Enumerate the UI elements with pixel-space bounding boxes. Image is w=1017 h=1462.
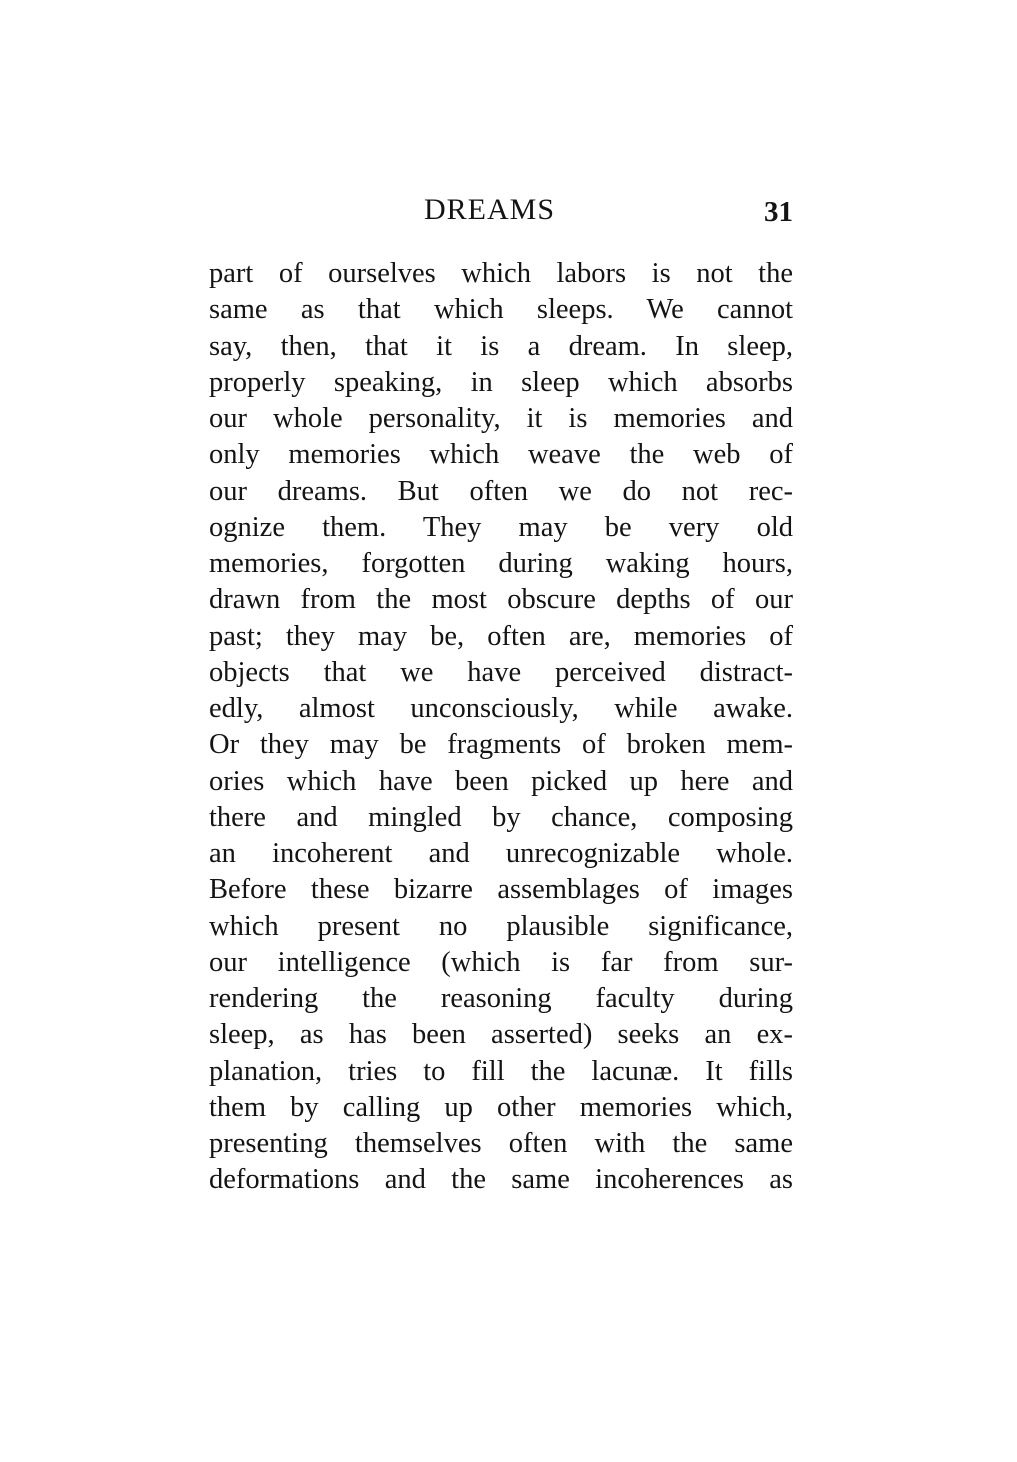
text-line: Or they may be fragments of broken mem-	[209, 729, 793, 761]
text-line: past; they may be, often are, memories of	[209, 620, 793, 652]
text-line: sleep, as has been asserted) seeks an ex-	[209, 1019, 793, 1051]
text-line: planation, tries to fill the lacunæ. It fills	[209, 1055, 793, 1087]
text-line: deformations and the same incoherences as	[209, 1164, 793, 1196]
running-head	[209, 190, 793, 230]
page-number: 31	[764, 196, 793, 228]
text-line: there and mingled by chance, composing	[209, 801, 793, 833]
text-line: our dreams. But often we do not rec-	[209, 475, 793, 507]
text-line: presenting themselves often with the same	[209, 1128, 793, 1159]
text-line: an incoherent and unrecognizable whole.	[209, 838, 793, 869]
text-line: our whole personality, it is memories and	[209, 403, 793, 434]
text-line: our intelligence (which is far from sur-	[209, 946, 793, 978]
text-line: edly, almost unconsciously, while awake.	[209, 693, 793, 724]
text-line: properly speaking, in sleep which absorbs	[209, 366, 793, 398]
text-line: only memories which weave the web of	[209, 439, 793, 471]
running-title: DREAMS	[424, 193, 556, 226]
text-line: them by calling up other memories which,	[209, 1091, 793, 1123]
text-line: objects that we have perceived distract-	[209, 656, 793, 688]
text-line: memories, forgotten during waking hours,	[209, 548, 793, 579]
text-line: part of ourselves which labors is not the	[209, 258, 793, 289]
text-line: Before these bizarre assemblages of images	[209, 874, 793, 906]
text-line: say, then, that it is a dream. In sleep,	[209, 330, 793, 362]
text-line: rendering the reasoning faculty during	[209, 983, 793, 1014]
text-line: which present no plausible significance,	[209, 910, 793, 942]
text-line: ognize them. They may be very old	[209, 511, 793, 543]
body-text	[209, 256, 793, 1199]
text-line: drawn from the most obscure depths of our	[209, 584, 793, 616]
text-line: same as that which sleeps. We cannot	[209, 294, 793, 326]
text-line: ories which have been picked up here and	[209, 765, 793, 797]
